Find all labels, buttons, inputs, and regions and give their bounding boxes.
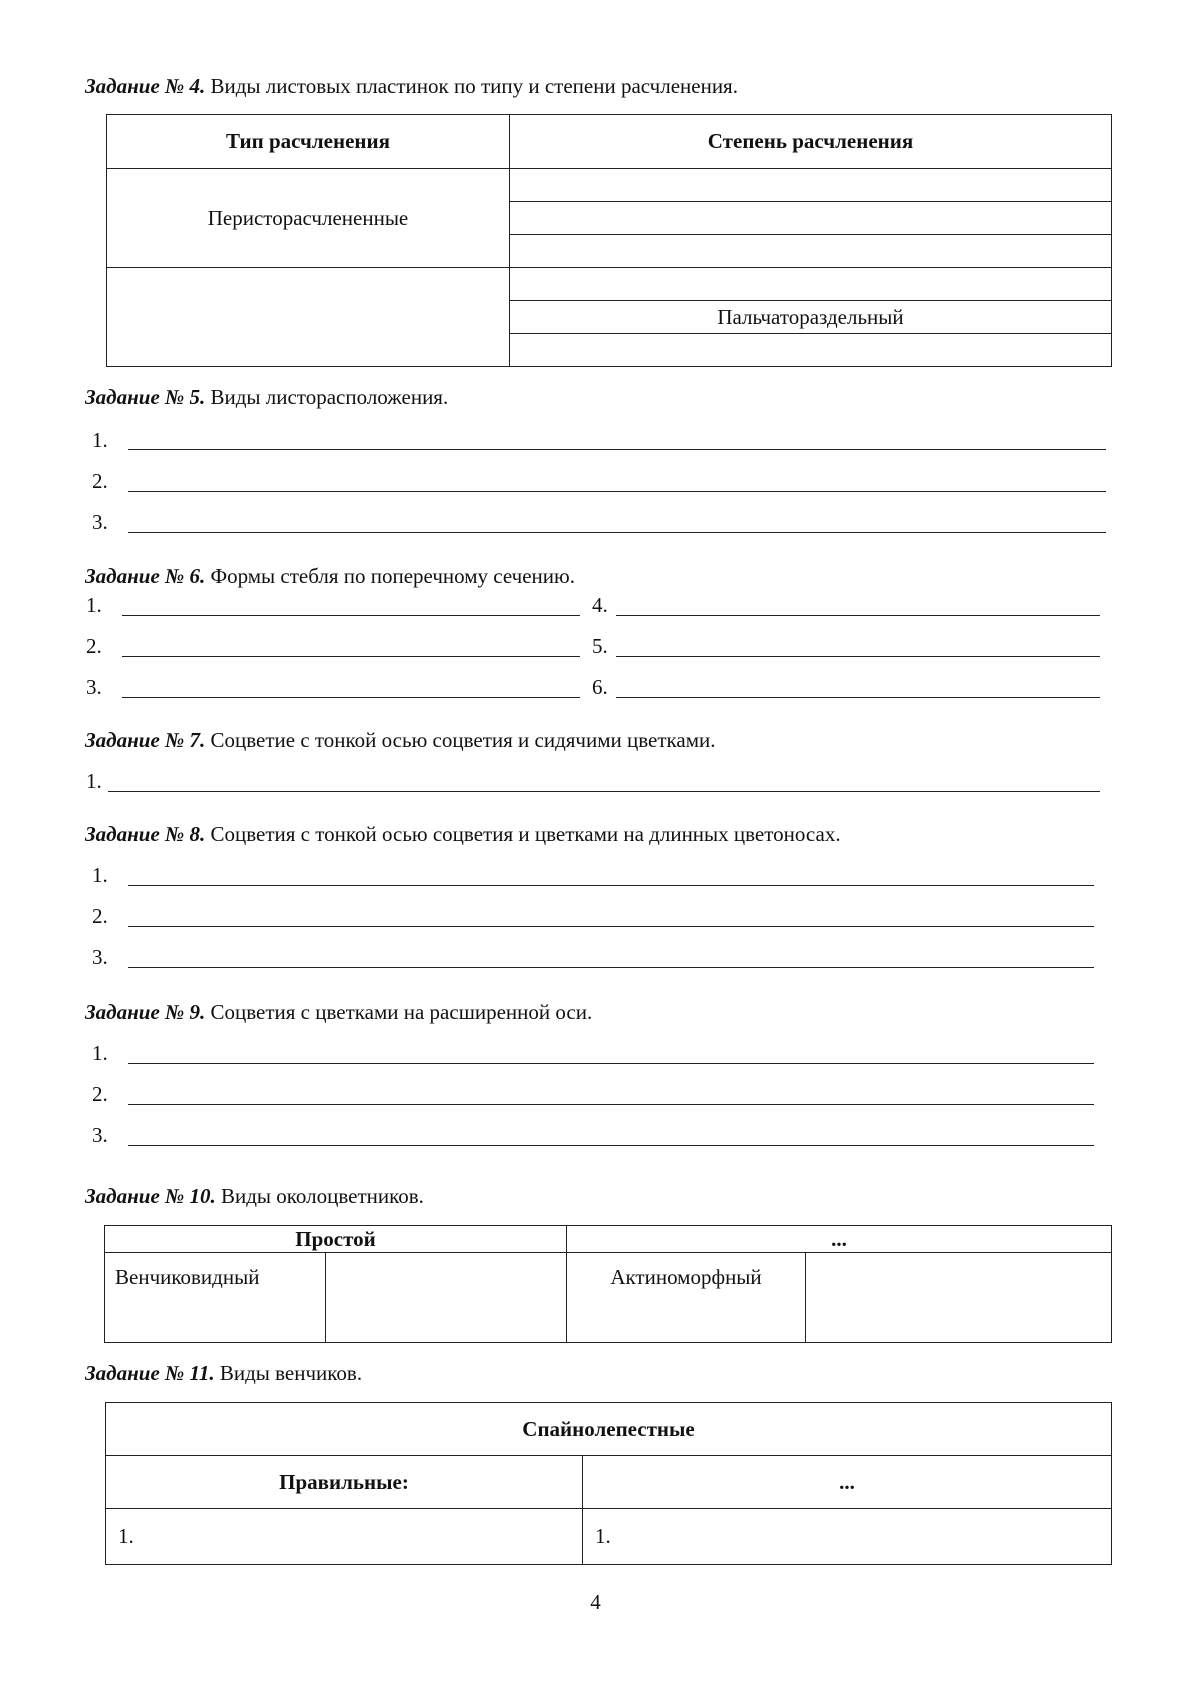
task4-row1-degree-1[interactable]: [510, 169, 1112, 202]
task6-answer-line-2[interactable]: [122, 656, 580, 657]
task11-sub-other: ...: [583, 1456, 1112, 1509]
task11-heading: [85, 1361, 362, 1386]
task10-table: [104, 1225, 1112, 1343]
task7-answer-line-1[interactable]: [108, 791, 1100, 792]
page-number: 4: [590, 1590, 601, 1614]
task6-answer-line-3[interactable]: [122, 697, 580, 698]
task6-item-6-number: 6.: [592, 675, 608, 699]
task5-item-3-number: 3.: [92, 510, 108, 534]
task8-answer-line-1[interactable]: [128, 885, 1094, 886]
task8-answer-line-2[interactable]: [128, 926, 1094, 927]
task11-sub-regular: Правильные:: [106, 1456, 583, 1509]
task4-row2-type[interactable]: [107, 268, 510, 367]
task4-row2-degree-3[interactable]: [510, 334, 1112, 367]
task9-text: Соцветия с цветками на расширенной оси.: [205, 1000, 593, 1024]
task8-answer-line-3[interactable]: [128, 967, 1094, 968]
task10-header-simple: Простой: [105, 1226, 567, 1253]
task9-answer-line-3[interactable]: [128, 1145, 1094, 1146]
task8-heading: [85, 822, 841, 847]
task5-heading: [85, 385, 448, 410]
task8-item-2-number: 2.: [92, 904, 108, 928]
task4-col2-header: Степень расчленения: [510, 115, 1112, 169]
task7-text: Соцветие с тонкой осью соцветия и сидячими цветками.: [205, 728, 716, 752]
task5-item-2-number: 2.: [92, 469, 108, 493]
task11-row-right[interactable]: 1.: [583, 1509, 1112, 1565]
task5-label: Задание № 5.: [85, 385, 206, 409]
task4-label: Задание № 4.: [85, 74, 206, 98]
task9-answer-line-2[interactable]: [128, 1104, 1094, 1105]
task6-text: Формы стебля по поперечному сечению.: [205, 564, 575, 588]
task8-text: Соцветия с тонкой осью соцветия и цветками на длинных цветоносах.: [205, 822, 841, 846]
task6-item-3-number: 3.: [86, 675, 102, 699]
task7-label: Задание № 7.: [85, 728, 206, 752]
task10-cell-corolla-like: Венчиковидный: [105, 1253, 326, 1343]
task9-label: Задание № 9.: [85, 1000, 206, 1024]
task5-answer-line-2[interactable]: [128, 491, 1106, 492]
task6-item-5-number: 5.: [592, 634, 608, 658]
task7-item-1-number: 1.: [86, 769, 102, 793]
task7-heading: [85, 728, 716, 753]
task6-answer-line-4[interactable]: [616, 615, 1100, 616]
task4-row2-degree-2: Пальчатораздельный: [510, 301, 1112, 334]
task9-heading: [85, 1000, 592, 1025]
task11-table: [105, 1402, 1112, 1565]
task4-col1-header: Тип расчленения: [107, 115, 510, 169]
task4-text: Виды листовых пластинок по типу и степени расчленения.: [205, 74, 738, 98]
task11-label: Задание № 11.: [85, 1361, 215, 1385]
task4-heading: [85, 74, 738, 99]
task6-item-4-number: 4.: [592, 593, 608, 617]
task4-table: [106, 114, 1112, 367]
task5-text: Виды листорасположения.: [205, 385, 449, 409]
task9-item-1-number: 1.: [92, 1041, 108, 1065]
task10-cell-actinomorphic: Актиноморфный: [567, 1253, 806, 1343]
task6-answer-line-5[interactable]: [616, 656, 1100, 657]
task11-header: Спайнолепестные: [106, 1403, 1112, 1456]
task4-row1-degree-2[interactable]: [510, 202, 1112, 235]
task8-label: Задание № 8.: [85, 822, 206, 846]
task4-row2-degree-1[interactable]: [510, 268, 1112, 301]
task11-text: Виды венчиков.: [214, 1361, 363, 1385]
task6-answer-line-1[interactable]: [122, 615, 580, 616]
task11-row-left[interactable]: 1.: [106, 1509, 583, 1565]
task8-item-3-number: 3.: [92, 945, 108, 969]
task6-heading: [85, 564, 575, 589]
task10-header-other: ...: [567, 1226, 1112, 1253]
task8-item-1-number: 1.: [92, 863, 108, 887]
task10-label: Задание № 10.: [85, 1184, 216, 1208]
task4-row1-degree-3[interactable]: [510, 235, 1112, 268]
task10-cell-blank-1[interactable]: [326, 1253, 567, 1343]
task10-text: Виды околоцветников.: [215, 1184, 424, 1208]
task6-item-1-number: 1.: [86, 593, 102, 617]
task9-item-3-number: 3.: [92, 1123, 108, 1147]
task10-heading: [85, 1184, 424, 1209]
task5-answer-line-1[interactable]: [128, 449, 1106, 450]
task6-label: Задание № 6.: [85, 564, 206, 588]
task5-item-1-number: 1.: [92, 428, 108, 452]
task4-row1-type: Перисторасчлененные: [107, 169, 510, 268]
task6-item-2-number: 2.: [86, 634, 102, 658]
task9-item-2-number: 2.: [92, 1082, 108, 1106]
task5-answer-line-3[interactable]: [128, 532, 1106, 533]
task10-cell-blank-2[interactable]: [806, 1253, 1112, 1343]
task9-answer-line-1[interactable]: [128, 1063, 1094, 1064]
task6-answer-line-6[interactable]: [616, 697, 1100, 698]
